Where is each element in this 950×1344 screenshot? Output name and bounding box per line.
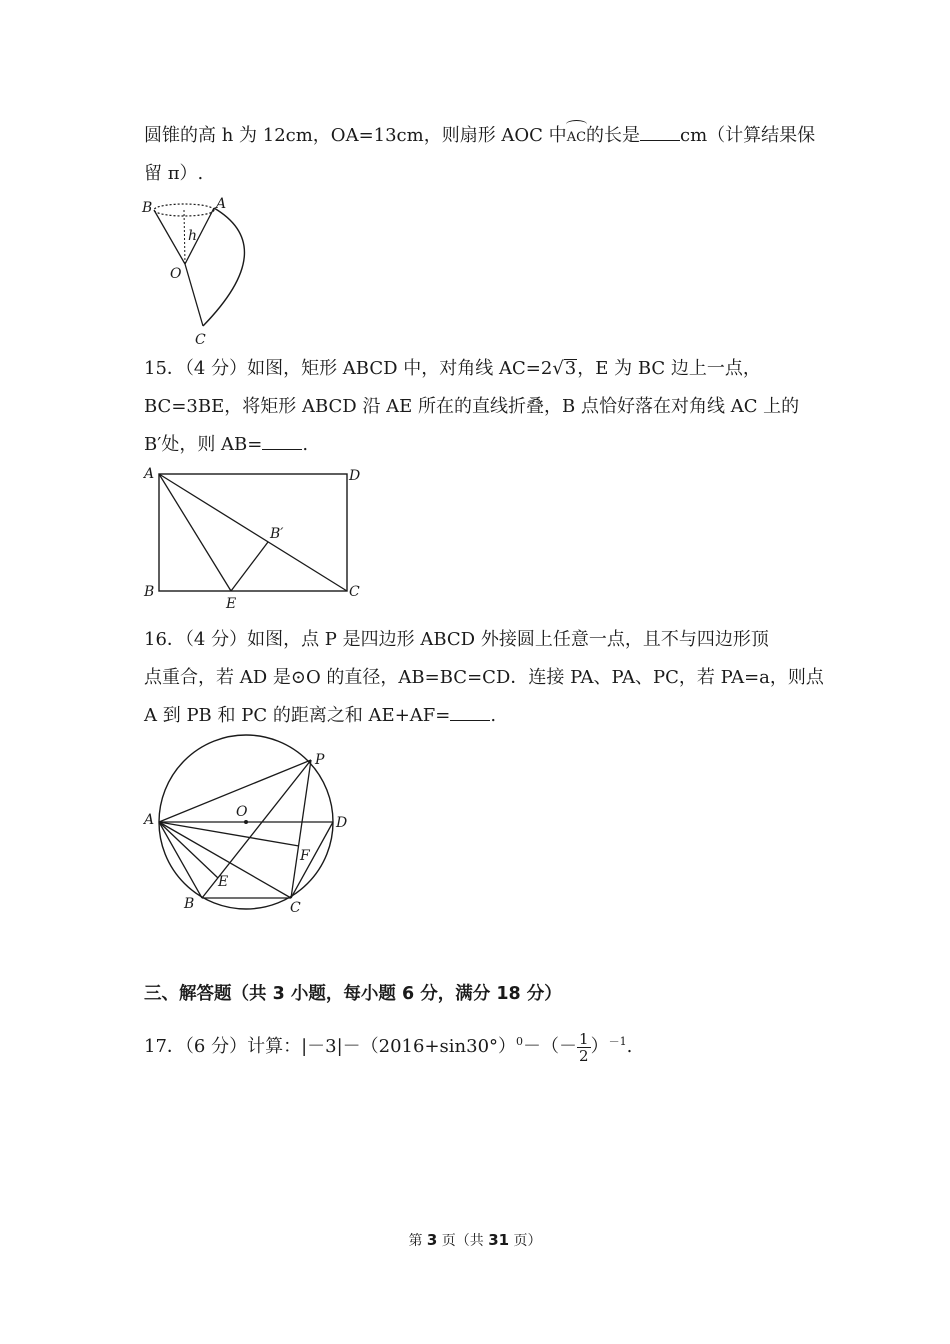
chord-cd bbox=[291, 822, 333, 898]
center-point bbox=[244, 820, 248, 824]
label-a: A bbox=[216, 196, 227, 212]
exponent-zero: 0 bbox=[516, 1035, 524, 1048]
label-e: E bbox=[226, 596, 237, 612]
label-d: D bbox=[336, 815, 348, 831]
section-title: 三、解答题（共 3 小题，每小题 6 分，满分 18 分） bbox=[144, 984, 562, 1004]
sector-radius-oc bbox=[185, 264, 203, 326]
label-c: C bbox=[195, 332, 206, 348]
label-c: C bbox=[349, 584, 360, 600]
q16-line-1: 16．（4 分）如图，点 P 是四边形 ABCD 外接圆上任意一点，且不与四边形顶 bbox=[144, 629, 769, 650]
q17-text-d: . bbox=[626, 1036, 633, 1057]
q16-text-a: A 到 PB 和 PC 的距离之和 AE+AF= bbox=[144, 705, 451, 726]
cone-sector-figure bbox=[140, 192, 260, 352]
label-o: O bbox=[170, 266, 182, 282]
sqrt-symbol: √ bbox=[552, 358, 564, 379]
q14-line-2: 留 π）. bbox=[144, 163, 204, 184]
q14-line-1 bbox=[144, 124, 815, 150]
q15-text-c: B′处，则 AB= bbox=[144, 434, 263, 455]
footer-total-pages: 31 bbox=[488, 1231, 510, 1249]
q16-line-2: 点重合，若 AD 是⊙O 的直径，AB=BC=CD．连接 PA、PA、PC，若 PA=a，则点 bbox=[144, 667, 824, 688]
answer-blank bbox=[262, 433, 302, 450]
label-a: A bbox=[144, 466, 155, 482]
q16-line-3 bbox=[144, 704, 496, 728]
footer-mid: 页（共 bbox=[437, 1233, 489, 1249]
label-p: P bbox=[315, 752, 325, 768]
q15-line-1 bbox=[144, 357, 761, 381]
sqrt-value: 3 bbox=[564, 358, 577, 379]
label-b: B bbox=[142, 200, 153, 216]
q17-text-a: 17．（6 分）计算：|－3|－（2016+sin30°） bbox=[144, 1036, 517, 1057]
label-e: E bbox=[218, 874, 229, 890]
q14-text-c: cm（计算结果保 bbox=[680, 125, 816, 146]
label-a: A bbox=[144, 812, 155, 828]
label-h: h bbox=[188, 228, 198, 244]
footer-prefix: 第 bbox=[408, 1233, 427, 1249]
q15-text-b: ，E 为 BC 边上一点， bbox=[577, 358, 761, 379]
segment-ap bbox=[159, 760, 311, 822]
fraction-numerator: 1 bbox=[579, 1029, 589, 1048]
label-b-prime: B′ bbox=[270, 526, 284, 542]
label-b: B bbox=[144, 584, 155, 600]
q15-text-d: . bbox=[302, 434, 309, 455]
label-d: D bbox=[349, 468, 361, 484]
page-footer bbox=[0, 1230, 950, 1250]
chord-ab bbox=[159, 822, 202, 898]
q16-text-b: . bbox=[490, 705, 497, 726]
q17-line-1 bbox=[144, 1030, 632, 1064]
footer-page-number: 3 bbox=[426, 1231, 438, 1249]
label-c: C bbox=[290, 900, 301, 916]
circle-quadrilateral-figure bbox=[140, 732, 370, 922]
q17-text-b: －（－ bbox=[523, 1036, 578, 1057]
answer-blank bbox=[640, 124, 680, 141]
sector-arc-ac bbox=[203, 208, 244, 326]
footer-suffix: 页） bbox=[509, 1233, 542, 1249]
label-b: B bbox=[184, 896, 195, 912]
q14-text-b: 的长是 bbox=[586, 125, 641, 146]
answer-blank bbox=[450, 704, 490, 721]
q15-text-a: 15．（4 分）如图，矩形 ABCD 中，对角线 AC=2 bbox=[144, 358, 553, 379]
diagonal-ac bbox=[159, 474, 347, 591]
label-o: O bbox=[236, 804, 248, 820]
height-line bbox=[184, 210, 185, 264]
q14-text-a: 圆锥的高 h 为 12cm，OA=13cm，则扇形 AOC 中 bbox=[144, 125, 567, 146]
fraction-denominator: 2 bbox=[579, 1046, 589, 1065]
q15-line-2: BC=3BE，将矩形 ABCD 沿 AE 所在的直线折叠，B 点恰好落在对角线 AC 上的 bbox=[144, 396, 800, 417]
segment-eb-prime bbox=[231, 542, 268, 591]
q17-text-c: ） bbox=[590, 1036, 609, 1057]
q15-line-3 bbox=[144, 433, 308, 457]
fraction-one-half bbox=[577, 1031, 591, 1064]
arc-ac-label: AC bbox=[567, 126, 586, 150]
exponent-neg-one: －1 bbox=[608, 1035, 627, 1048]
rectangle-fold-figure bbox=[140, 462, 370, 612]
cone-side-left bbox=[154, 210, 185, 264]
fold-line-ae bbox=[159, 474, 231, 591]
label-f: F bbox=[300, 848, 310, 864]
